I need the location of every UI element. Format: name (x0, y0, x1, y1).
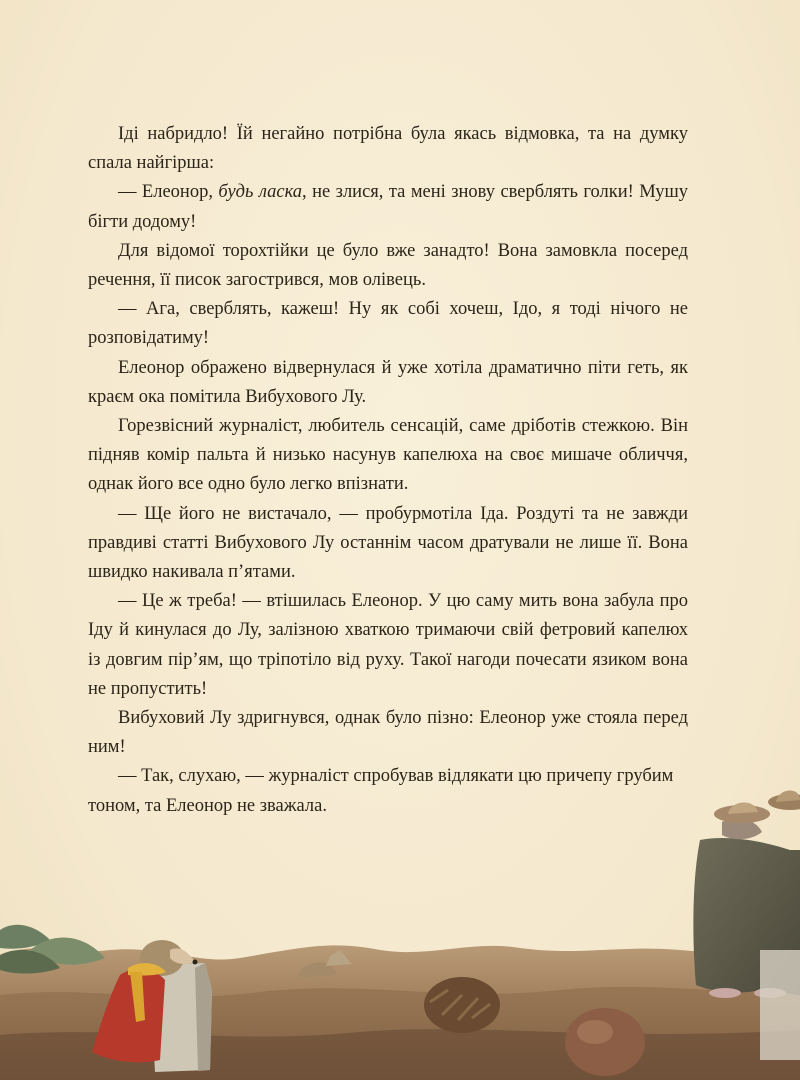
text-run: , не злися, та мені знову сверблять голки! Мушу бігти додому! (88, 182, 688, 232)
paragraph: — Ще його не вистачало, — пробурмотіла Іда. Роздуті та не завжди правдиві статті Вибухового Лу останнім часом дратували не лише її. Вона швидко накивала п’ятами. (88, 503, 688, 583)
paragraph: Іді набридло! Їй негайно потрібна була якась відмовка, та на думку спала найгірша: (88, 124, 688, 174)
mouse-hat-crown (728, 802, 758, 814)
paragraph: — Ага, сверблять, кажеш! Ну як собі хочеш, Ідо, я тоді нічого не розповідатиму! (88, 299, 688, 349)
mouse-hat-crown (776, 790, 800, 802)
paragraph: Для відомої торохтійки це було вже занадто! Вона замовкла посеред речення, її писок загострився, мов олівець. (88, 240, 688, 291)
hedgehog-nose (193, 960, 198, 965)
paragraph: Горезвісний журналіст, любитель сенсацій, саме дріботів стежкою. Він підняв комір пальта й низько насунув капелюха на своє мишаче обличчя, однак його все одно було легко впізнати. (88, 416, 688, 495)
ground-illustration (0, 780, 800, 1080)
round-stone (565, 1008, 645, 1076)
story-text (88, 120, 688, 821)
mouse-foot (709, 988, 741, 998)
ground-stone (760, 950, 800, 1060)
text-run: — Елеонор, (118, 182, 219, 203)
paragraph: Вибуховий Лу здригнувся, однак було пізно: Елеонор уже стояла перед ним! (88, 708, 688, 758)
paragraph: — Так, слухаю, — журналіст спробував відлякати цю причепу грубим тоном, та Елеонор не зважала. (88, 766, 674, 816)
paragraph: Елеонор ображено відвернулася й уже хотіла драматично піти геть, як краєм ока помітила Вибухового Лу. (88, 357, 688, 407)
paragraph (88, 178, 688, 236)
round-stone-highlight (577, 1020, 613, 1044)
paragraph: — Це ж треба! — втішилась Елеонор. У цю саму мить вона забула про Іду й кинулася до Лу, залізною хваткою тримаючи свій фетровий капелюх із довгим пір’ям, що тріпотіло від руху. Такої нагоди почесати язиком вона не пропустить! (88, 591, 688, 699)
italic-text: будь ласка (218, 182, 303, 203)
